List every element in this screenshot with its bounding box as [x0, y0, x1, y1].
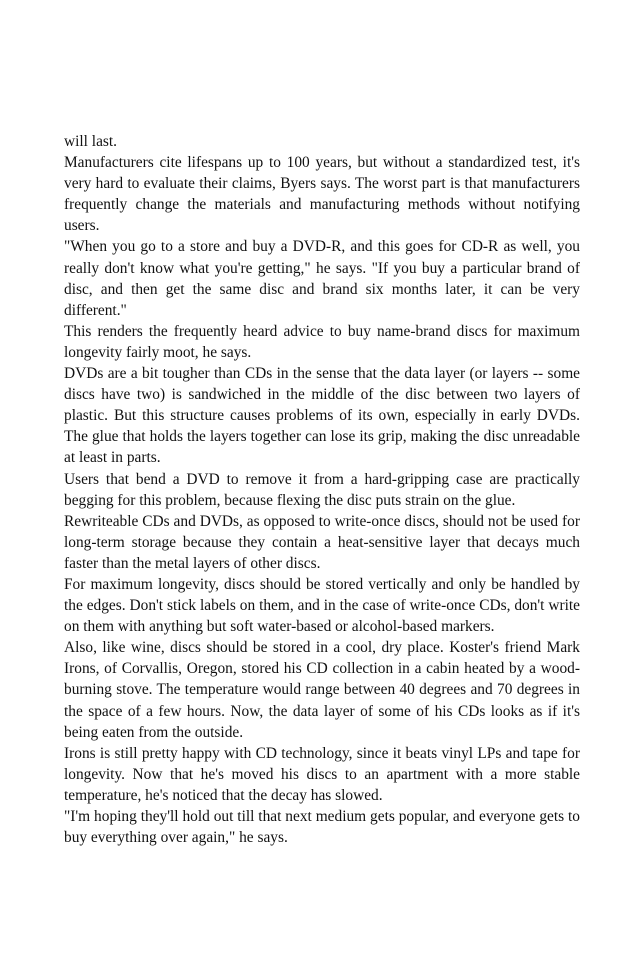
- paragraph: "I'm hoping they'll hold out till that next medium gets popular, and everyone gets to buy everything over again," he says.: [64, 808, 580, 847]
- paragraph: This renders the frequently heard advice to buy name-brand discs for maximum longevity fairly moot, he says.: [64, 322, 580, 361]
- paragraph: "When you go to a store and buy a DVD-R, and this goes for CD-R as well, you really don't know what you're getting," he says. "If you buy a particular brand of disc, and then get the same disc and brand six months later, it can be very different.": [64, 238, 580, 319]
- paragraph: Irons is still pretty happy with CD technology, since it beats vinyl LPs and tape for longevity. Now that he's moved his discs to an apartment with a more stable temperature, he's noticed that the decay has slowed.: [64, 744, 580, 804]
- paragraph: Rewriteable CDs and DVDs, as opposed to write-once discs, should not be used for long-term storage because they contain a heat-sensitive layer that decays much faster than the metal layers of other discs.: [64, 512, 580, 572]
- paragraph: Also, like wine, discs should be stored in a cool, dry place. Koster's friend Mark Irons, of Corvallis, Oregon, stored his CD collection in a cabin heated by a wood-burning stove. The temperature would range between 40 degrees and 70 degrees in the space of a few hours. Now, the data layer of some of his CDs looks as if it's being eaten from the outside.: [64, 639, 580, 741]
- paragraph: Manufacturers cite lifespans up to 100 years, but without a standardized test, it's very hard to evaluate their claims, Byers says. The worst part is that manufacturers frequently change the materials and manufacturing methods without notifying users.: [64, 154, 580, 235]
- paragraph: will last.: [64, 133, 118, 150]
- paragraph: For maximum longevity, discs should be stored vertically and only be handled by the edges. Don't stick labels on them, and in the case of write-once CDs, don't write on them with anything but soft water-based or alcohol-based markers.: [64, 575, 580, 636]
- paragraph: Users that bend a DVD to remove it from a hard-gripping case are practically begging for this problem, because flexing the disc puts strain on the glue.: [64, 470, 580, 509]
- article-body: [64, 131, 580, 848]
- paragraph: DVDs are a bit tougher than CDs in the sense that the data layer (or layers -- some discs have two) is sandwiched in the middle of the disc between two layers of plastic. But this structure causes problems of its own, especially in early DVDs. The glue that holds the layers together can lose its grip, making the disc unreadable at least in parts.: [64, 365, 580, 467]
